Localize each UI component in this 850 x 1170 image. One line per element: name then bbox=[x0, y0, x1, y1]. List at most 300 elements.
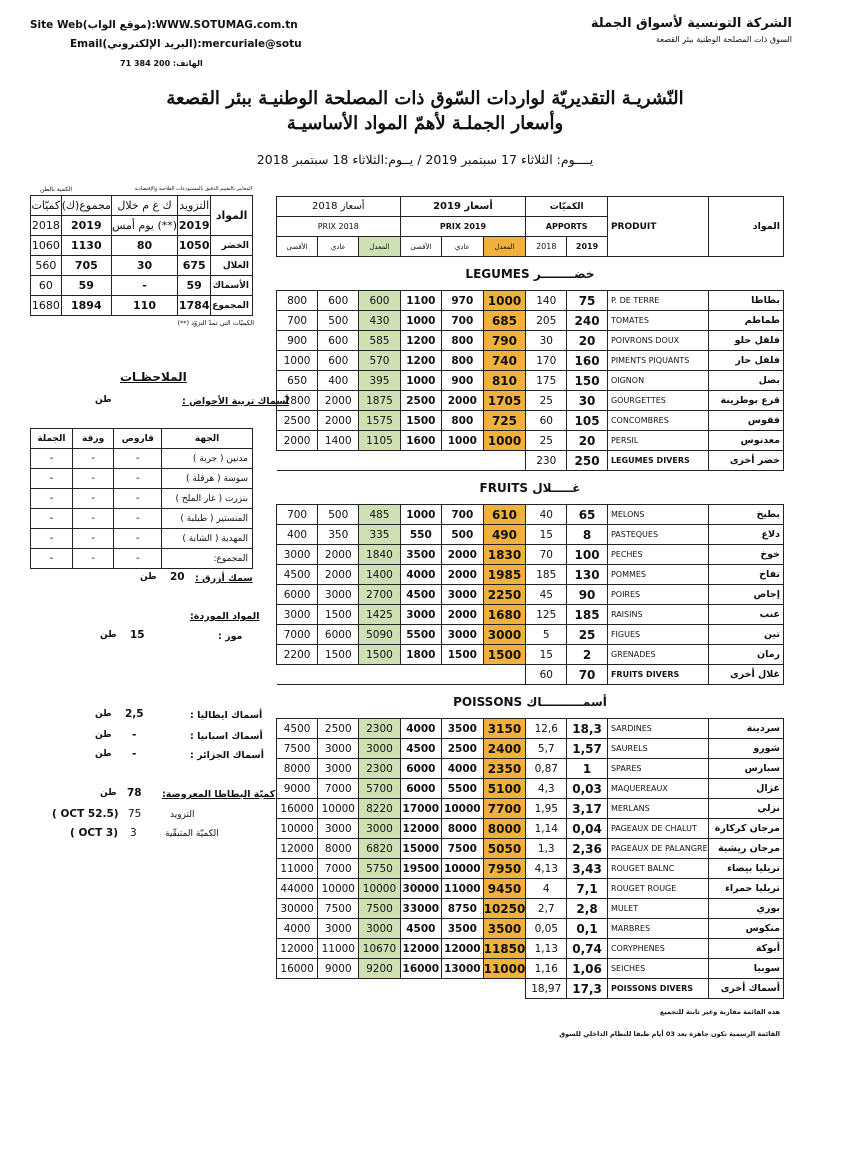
summary-top-note: المعايير بالتقييم الدقيق بالمستودعات الفلاحية والإقتصادية bbox=[134, 186, 252, 192]
price-cell: 700 bbox=[277, 505, 318, 525]
product-row bbox=[277, 799, 784, 819]
product-row bbox=[277, 431, 784, 451]
product-row bbox=[277, 879, 784, 899]
potato-label: كميّة البطاطا المعروضة: bbox=[162, 789, 276, 800]
divers-cell: FRUITS DIVERS bbox=[607, 665, 708, 685]
price-cell: 8220 bbox=[359, 799, 400, 819]
price-cell: 3500 bbox=[442, 719, 484, 739]
qty-2018-cell: 185 bbox=[526, 565, 567, 585]
banana-label: موز : bbox=[218, 631, 243, 642]
summary-row bbox=[31, 296, 253, 316]
product-row bbox=[277, 859, 784, 879]
product-name-fr: SEICHES bbox=[607, 959, 708, 979]
summary-header: التزويد bbox=[178, 196, 211, 216]
price-cell: 600 bbox=[318, 291, 359, 311]
remain-value: 3 bbox=[130, 827, 137, 839]
email-text: Email(البريد الإلكتروني):mercuriale@sotu bbox=[70, 38, 302, 50]
product-row bbox=[277, 739, 784, 759]
price-cell: 490 bbox=[483, 525, 526, 545]
region-row bbox=[31, 489, 253, 509]
product-name-ar: بوري bbox=[708, 899, 783, 919]
summary-cell: 30 bbox=[111, 256, 177, 276]
price-cell: 12000 bbox=[400, 939, 442, 959]
price-cell: 350 bbox=[318, 525, 359, 545]
qty-2018-cell: 1,14 bbox=[526, 819, 567, 839]
max-2019-header: الأقصى bbox=[400, 237, 442, 257]
divers-cell: 250 bbox=[567, 451, 608, 471]
price-cell: 11000 bbox=[318, 939, 359, 959]
product-name-ar: خوخ bbox=[708, 545, 783, 565]
price-cell: 1830 bbox=[483, 545, 526, 565]
supply-label: التزويد bbox=[170, 810, 195, 820]
product-name-ar: معدنوس bbox=[708, 431, 783, 451]
price-cell: 3000 bbox=[277, 605, 318, 625]
qty-2019-cell: 2,36 bbox=[567, 839, 608, 859]
price-cell: 9200 bbox=[359, 959, 400, 979]
price-cell: 1000 bbox=[483, 291, 526, 311]
price-cell: 970 bbox=[442, 291, 484, 311]
price-cell: 400 bbox=[318, 371, 359, 391]
price-cell: 3500 bbox=[442, 919, 484, 939]
qty-2018-cell: 175 bbox=[526, 371, 567, 391]
price-cell: 12000 bbox=[400, 819, 442, 839]
price-cell: 800 bbox=[442, 331, 484, 351]
header-left bbox=[30, 16, 302, 73]
summary-header: مجموع(ك) bbox=[61, 196, 111, 216]
divers-cell: 230 bbox=[526, 451, 567, 471]
product-name-ar: إجاص bbox=[708, 585, 783, 605]
header-right bbox=[591, 16, 792, 44]
price-cell: 44000 bbox=[277, 879, 318, 899]
region-cell: - bbox=[72, 529, 114, 549]
banana-value: 15 bbox=[130, 629, 145, 641]
price-cell: 1800 bbox=[400, 645, 442, 665]
qty-2018-cell: 1,3 bbox=[526, 839, 567, 859]
qty-2018-cell: 70 bbox=[526, 545, 567, 565]
product-name-fr: FIGUES bbox=[607, 625, 708, 645]
region-cell: - bbox=[31, 469, 73, 489]
price-cell: 1100 bbox=[400, 291, 442, 311]
price-cell: 1000 bbox=[277, 351, 318, 371]
price-cell: 485 bbox=[359, 505, 400, 525]
price-cell: 11000 bbox=[483, 959, 526, 979]
summary-header: كميّات bbox=[31, 196, 62, 216]
avg-2018-header: المعدل bbox=[359, 237, 400, 257]
product-name-ar: بطيخ bbox=[708, 505, 783, 525]
price-cell: 5050 bbox=[483, 839, 526, 859]
product-name-fr: SARDINES bbox=[607, 719, 708, 739]
price-cell: 1500 bbox=[483, 645, 526, 665]
divers-cell: 60 bbox=[526, 665, 567, 685]
divers-cell: 17,3 bbox=[567, 979, 608, 999]
product-name-ar: فلفل حلو bbox=[708, 331, 783, 351]
prices-table bbox=[276, 196, 784, 999]
price-cell: 2000 bbox=[442, 545, 484, 565]
region-row bbox=[31, 449, 253, 469]
qty-2019-cell: 65 bbox=[567, 505, 608, 525]
qty-2019-cell: 7,1 bbox=[567, 879, 608, 899]
product-name-ar: قرع بوطزينة bbox=[708, 391, 783, 411]
price-cell: 570 bbox=[359, 351, 400, 371]
product-name-ar: غزال bbox=[708, 779, 783, 799]
normal-2019-header: عادي bbox=[442, 237, 484, 257]
qty-2018-cell: 205 bbox=[526, 311, 567, 331]
product-name-fr: OIGNON bbox=[607, 371, 708, 391]
price-cell: 3150 bbox=[483, 719, 526, 739]
product-name-ar: دلاع bbox=[708, 525, 783, 545]
mawad-header: المواد bbox=[708, 197, 783, 257]
price-cell: 10000 bbox=[318, 879, 359, 899]
product-row bbox=[277, 939, 784, 959]
summary-cell: 1784 bbox=[178, 296, 211, 316]
product-name-ar: بصل bbox=[708, 371, 783, 391]
price-cell: 2250 bbox=[483, 585, 526, 605]
price-cell: 3500 bbox=[400, 545, 442, 565]
price-cell: 3000 bbox=[359, 819, 400, 839]
price-cell: 1875 bbox=[359, 391, 400, 411]
product-name-fr: ROUGET ROUGE bbox=[607, 879, 708, 899]
date-line: يــــوم: الثلاثاء 17 سبتمبر 2019 / يــوم:الثلاثاء 18 سبتمبر 2018 bbox=[256, 152, 594, 167]
qty-2019-cell: 0,1 bbox=[567, 919, 608, 939]
region-row bbox=[31, 549, 253, 569]
product-row bbox=[277, 585, 784, 605]
price-cell: 2000 bbox=[318, 391, 359, 411]
product-name-ar: مرجان ريشية bbox=[708, 839, 783, 859]
price-cell: 11000 bbox=[442, 879, 484, 899]
price-cell: 10000 bbox=[277, 819, 318, 839]
remain-label: الكميّة المتبقّية bbox=[165, 829, 219, 839]
spain-label: أسماك اسبانيا : bbox=[190, 731, 263, 742]
product-row bbox=[277, 625, 784, 645]
product-row bbox=[277, 899, 784, 919]
region-name: بنزرت ( غار الملح ) bbox=[162, 489, 253, 509]
price-cell: 1500 bbox=[400, 411, 442, 431]
summary-cell: 705 bbox=[61, 256, 111, 276]
price-cell: 12000 bbox=[277, 839, 318, 859]
price-cell: 4500 bbox=[277, 565, 318, 585]
product-name-ar: طماطم bbox=[708, 311, 783, 331]
price-cell: 600 bbox=[318, 351, 359, 371]
price-cell: 11000 bbox=[277, 859, 318, 879]
product-name-ar: فقوس bbox=[708, 411, 783, 431]
qty-2019-cell: 160 bbox=[567, 351, 608, 371]
price-cell: 7500 bbox=[359, 899, 400, 919]
product-name-ar: رمان bbox=[708, 645, 783, 665]
price-cell: 16000 bbox=[277, 799, 318, 819]
product-row bbox=[277, 371, 784, 391]
qty-2018-cell: 15 bbox=[526, 645, 567, 665]
product-name-fr: POMMES bbox=[607, 565, 708, 585]
price-cell: 2800 bbox=[277, 391, 318, 411]
prices-2019-header-ar: أسعار 2019 bbox=[400, 197, 526, 217]
summary-cell: 60 bbox=[31, 276, 62, 296]
price-cell: 335 bbox=[359, 525, 400, 545]
algeria-value: - bbox=[132, 748, 137, 760]
section-row bbox=[277, 471, 784, 505]
price-cell: 2000 bbox=[442, 565, 484, 585]
footer-note-2: القائمة الرسمية تكون جاهزة بعد 03 أيام طبقا للنظام الداخلي للسوق bbox=[559, 1030, 780, 1038]
section-title: LEGUMES خضــــــــر bbox=[277, 257, 784, 291]
product-row bbox=[277, 719, 784, 739]
qty-2019-cell: 240 bbox=[567, 311, 608, 331]
potato-unit: طن bbox=[100, 788, 117, 798]
summary-unit-note: الكمية بالطن bbox=[39, 186, 72, 193]
phone-text: الهاتف: 200 384 71 bbox=[120, 59, 203, 68]
price-cell: 3000 bbox=[318, 739, 359, 759]
footer-note-1: هذه القائمة مقاربة وغير ثابتة للتجميع bbox=[659, 1008, 780, 1016]
price-cell: 1000 bbox=[400, 371, 442, 391]
prix-2018-header: PRIX 2018 bbox=[277, 217, 401, 237]
price-cell: 2500 bbox=[277, 411, 318, 431]
summary-header: ك غ م خلال bbox=[111, 196, 177, 216]
product-name-ar: فلفل حار bbox=[708, 351, 783, 371]
product-name-ar: تين bbox=[708, 625, 783, 645]
product-name-ar: سردينة bbox=[708, 719, 783, 739]
product-name-fr: PERSIL bbox=[607, 431, 708, 451]
qty-2018-cell: 0,87 bbox=[526, 759, 567, 779]
product-name-fr: PAGEAUX DE PALANGRE bbox=[607, 839, 708, 859]
algeria-label: أسماك الجزائر : bbox=[190, 750, 264, 761]
region-name: المجموع: bbox=[162, 549, 253, 569]
product-name-ar: أبوكة bbox=[708, 939, 783, 959]
spain-value: - bbox=[132, 729, 137, 741]
company-name: الشركة التونسية لأسواق الجملة bbox=[590, 16, 792, 31]
qty-2019-cell: 20 bbox=[567, 331, 608, 351]
region-row bbox=[31, 469, 253, 489]
price-cell: 4500 bbox=[400, 739, 442, 759]
product-row bbox=[277, 779, 784, 799]
price-cell: 1575 bbox=[359, 411, 400, 431]
price-cell: 10000 bbox=[442, 799, 484, 819]
qty-2018-cell: 40 bbox=[526, 505, 567, 525]
summary-label: المجموع bbox=[211, 296, 253, 316]
basin-label: أسماك تربية الأحواض : bbox=[182, 396, 289, 407]
price-cell: 600 bbox=[318, 331, 359, 351]
page-subtitle: وأسعار الجملـة لأهمّ المواد الأساسيـة bbox=[286, 113, 564, 134]
region-name: سوسة ( هرقلة ) bbox=[162, 469, 253, 489]
region-name: مدنين ( جربة ) bbox=[162, 449, 253, 469]
product-name-ar: نزلي bbox=[708, 799, 783, 819]
qty-2018-cell: 170 bbox=[526, 351, 567, 371]
qty-2018-cell: 30 bbox=[526, 331, 567, 351]
price-cell: 700 bbox=[442, 505, 484, 525]
qty-2019-header: 2019 bbox=[567, 237, 608, 257]
spain-unit: طن bbox=[95, 730, 112, 740]
price-cell: 6000 bbox=[400, 779, 442, 799]
region-cell: - bbox=[114, 529, 162, 549]
qty-header-ar: الكميّات bbox=[526, 197, 608, 217]
price-cell: 1000 bbox=[400, 505, 442, 525]
price-cell: 5700 bbox=[359, 779, 400, 799]
price-cell: 1840 bbox=[359, 545, 400, 565]
summary-cell: 560 bbox=[31, 256, 62, 276]
divers-cell: LEGUMES DIVERS bbox=[607, 451, 708, 471]
summary-cell: 1680 bbox=[31, 296, 62, 316]
regions-table bbox=[30, 428, 253, 569]
price-cell: 685 bbox=[483, 311, 526, 331]
product-row bbox=[277, 311, 784, 331]
section-title: FRUITS غـــــلال bbox=[277, 471, 784, 505]
blue-fish-label: سمك أزرق : bbox=[195, 573, 253, 584]
product-name-fr: CORYPHENES bbox=[607, 939, 708, 959]
price-cell: 11850 bbox=[483, 939, 526, 959]
market-name: السوق ذات المصلحة الوطنية ببئر القصعة bbox=[655, 35, 792, 44]
product-name-ar: عنب bbox=[708, 605, 783, 625]
price-cell: 17000 bbox=[400, 799, 442, 819]
summary-cell: 1050 bbox=[178, 236, 211, 256]
qty-2019-cell: 75 bbox=[567, 291, 608, 311]
prix-2019-header: PRIX 2019 bbox=[400, 217, 526, 237]
price-cell: 3000 bbox=[400, 605, 442, 625]
region-cell: - bbox=[114, 489, 162, 509]
qty-2019-cell: 0,03 bbox=[567, 779, 608, 799]
price-cell: 3000 bbox=[277, 545, 318, 565]
price-cell: 7950 bbox=[483, 859, 526, 879]
region-cell: - bbox=[114, 449, 162, 469]
qty-2018-cell: 1,95 bbox=[526, 799, 567, 819]
price-cell: 900 bbox=[277, 331, 318, 351]
qty-2019-cell: 25 bbox=[567, 625, 608, 645]
qty-2019-cell: 100 bbox=[567, 545, 608, 565]
product-row bbox=[277, 411, 784, 431]
qty-2019-cell: 1,06 bbox=[567, 959, 608, 979]
region-cell: - bbox=[31, 509, 73, 529]
product-name-ar: تريليا حمراء bbox=[708, 879, 783, 899]
basin-unit: طن bbox=[95, 395, 112, 405]
regions-header: قاروص bbox=[114, 429, 162, 449]
price-cell: 4000 bbox=[442, 759, 484, 779]
blank-cell bbox=[277, 665, 526, 685]
section-title: POISSONS أسمــــــــــاك bbox=[277, 685, 784, 719]
price-cell: 800 bbox=[442, 351, 484, 371]
price-cell: 6820 bbox=[359, 839, 400, 859]
product-name-fr: PIMENTS PIQUANTS bbox=[607, 351, 708, 371]
product-name-fr: MARBRES bbox=[607, 919, 708, 939]
product-name-ar: تريليا بيضاء bbox=[708, 859, 783, 879]
price-cell: 33000 bbox=[400, 899, 442, 919]
price-cell: 790 bbox=[483, 331, 526, 351]
summary-cell: 80 bbox=[111, 236, 177, 256]
product-name-fr: MAQUEREAUX bbox=[607, 779, 708, 799]
qty-2018-cell: 45 bbox=[526, 585, 567, 605]
blue-fish-unit: طن bbox=[140, 572, 157, 582]
product-name-fr: GOURGETTES bbox=[607, 391, 708, 411]
region-cell: - bbox=[114, 509, 162, 529]
price-cell: 2000 bbox=[318, 411, 359, 431]
qty-2019-cell: 0,74 bbox=[567, 939, 608, 959]
price-cell: 2350 bbox=[483, 759, 526, 779]
product-name-fr: MERLANS bbox=[607, 799, 708, 819]
price-cell: 1000 bbox=[442, 431, 484, 451]
summary-header: المواد bbox=[211, 196, 253, 236]
price-cell: 19500 bbox=[400, 859, 442, 879]
price-cell: 2000 bbox=[318, 565, 359, 585]
product-row bbox=[277, 351, 784, 371]
italy-label: أسماك ايطاليا : bbox=[190, 710, 263, 721]
price-cell: 3000 bbox=[318, 919, 359, 939]
product-name-ar: شورو bbox=[708, 739, 783, 759]
price-cell: 30000 bbox=[400, 879, 442, 899]
product-row bbox=[277, 291, 784, 311]
qty-2019-cell: 105 bbox=[567, 411, 608, 431]
price-cell: 900 bbox=[442, 371, 484, 391]
product-name-fr: SPARES bbox=[607, 759, 708, 779]
product-row bbox=[277, 819, 784, 839]
product-row bbox=[277, 759, 784, 779]
qty-2019-cell: 0,04 bbox=[567, 819, 608, 839]
qty-2018-cell: 5 bbox=[526, 625, 567, 645]
summary-table bbox=[30, 195, 253, 316]
price-cell: 7500 bbox=[442, 839, 484, 859]
price-cell: 500 bbox=[318, 311, 359, 331]
product-name-ar: تفاح bbox=[708, 565, 783, 585]
product-row bbox=[277, 525, 784, 545]
price-cell: 1705 bbox=[483, 391, 526, 411]
price-cell: 1105 bbox=[359, 431, 400, 451]
region-cell: - bbox=[72, 449, 114, 469]
product-row bbox=[277, 645, 784, 665]
price-cell: 5100 bbox=[483, 779, 526, 799]
regions-header: ورقة bbox=[72, 429, 114, 449]
imported-label: المواد الموردة: bbox=[190, 611, 260, 622]
price-cell: 4500 bbox=[277, 719, 318, 739]
region-cell: - bbox=[114, 549, 162, 569]
qty-2018-cell: 4 bbox=[526, 879, 567, 899]
qty-2019-cell: 2 bbox=[567, 645, 608, 665]
qty-2019-cell: 20 bbox=[567, 431, 608, 451]
prices-2018-header-ar: أسعار 2018 bbox=[277, 197, 401, 217]
blank-cell bbox=[277, 451, 526, 471]
summary-subheader: 2019 bbox=[61, 216, 111, 236]
qty-2018-cell: 4,3 bbox=[526, 779, 567, 799]
summary-row bbox=[31, 236, 253, 256]
price-cell: 6000 bbox=[400, 759, 442, 779]
price-cell: 1000 bbox=[400, 311, 442, 331]
price-cell: 7700 bbox=[483, 799, 526, 819]
price-cell: 1680 bbox=[483, 605, 526, 625]
price-cell: 2500 bbox=[400, 391, 442, 411]
price-cell: 10670 bbox=[359, 939, 400, 959]
remain-oct: ( OCT 3) bbox=[70, 827, 119, 839]
price-cell: 8000 bbox=[277, 759, 318, 779]
qty-2019-cell: 30 bbox=[567, 391, 608, 411]
price-cell: 500 bbox=[442, 525, 484, 545]
price-cell: 800 bbox=[277, 291, 318, 311]
price-cell: 3000 bbox=[318, 759, 359, 779]
price-cell: 9000 bbox=[277, 779, 318, 799]
price-cell: 725 bbox=[483, 411, 526, 431]
price-cell: 8750 bbox=[442, 899, 484, 919]
price-cell: 2000 bbox=[277, 431, 318, 451]
product-row bbox=[277, 605, 784, 625]
product-name-ar: بطاطا bbox=[708, 291, 783, 311]
regions-header: الجهة bbox=[162, 429, 253, 449]
price-cell: 740 bbox=[483, 351, 526, 371]
product-row bbox=[277, 331, 784, 351]
price-cell: 585 bbox=[359, 331, 400, 351]
qty-2018-cell: 1,16 bbox=[526, 959, 567, 979]
divers-cell: أسماك أخرى bbox=[708, 979, 783, 999]
price-cell: 4000 bbox=[400, 719, 442, 739]
price-cell: 4000 bbox=[277, 919, 318, 939]
qty-2018-cell: 25 bbox=[526, 431, 567, 451]
algeria-unit: طن bbox=[95, 749, 112, 759]
region-name: المهدية ( الشابة ) bbox=[162, 529, 253, 549]
price-cell: 5090 bbox=[359, 625, 400, 645]
product-row bbox=[277, 959, 784, 979]
region-cell: - bbox=[72, 509, 114, 529]
product-name-fr: MELONS bbox=[607, 505, 708, 525]
